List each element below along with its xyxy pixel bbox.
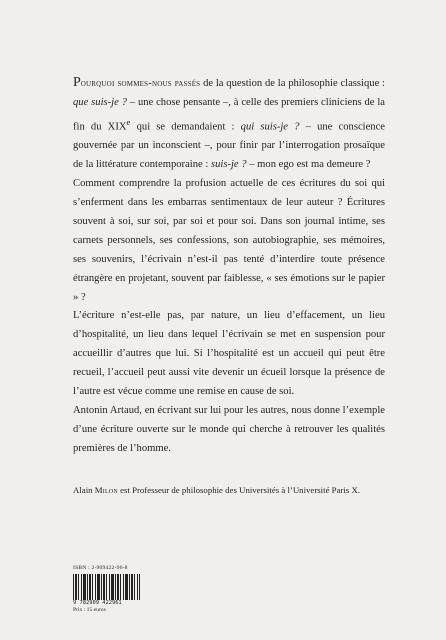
- isbn-label: ISBN : 2-909422-96-8: [73, 565, 128, 571]
- opening-small-caps: ourquoi sommes-nous passés: [80, 78, 201, 89]
- superscript: e: [126, 116, 131, 127]
- text-run: de la question de la philosophie classique :: [200, 78, 386, 89]
- blurb-text: [73, 75, 385, 459]
- price-label: Prix : 15 euros: [73, 607, 106, 613]
- author-bio: [73, 484, 393, 496]
- text-run: – une chose pensante –, à celle des premiers cliniciens de la fin du XIX: [73, 96, 385, 133]
- paragraph-2: Comment comprendre la profusion actuelle de ces écritures du soi qui s’enferment dans les embarras sentimentaux de leur auteur ? Écritures souvent à soi, sur soi, par soi et pour soi. Dans son journal intime, ses carnets personnels, ses confessions, son autobiographie, ses mémoires, ses souvenirs, l’écrivain n’est-il pas tenté d’interdire toute présence étrangère en projetant, souvent par faiblesse, « ses émotions sur le papier » ?: [73, 178, 385, 303]
- author-description: est Professeur de philosophie des Universités à l’Université Paris X.: [117, 485, 361, 495]
- barcode-icon: [73, 574, 140, 600]
- author-first-name: Alain: [73, 485, 95, 495]
- text-run: – mon ego est ma demeure ?: [246, 159, 371, 171]
- author-last-name: Milon: [94, 485, 118, 495]
- italic-phrase: que suis-je ?: [73, 96, 127, 108]
- barcode-number: 9 782909 422961: [73, 600, 122, 606]
- text-run: – une conscience gouvernée par un inconscient –, pour finir par l’interrogation prosaïque de la littérature contemporaine :: [73, 121, 385, 171]
- paragraph-4: Antonin Artaud, en écrivant sur lui pour les autres, nous donne l’exemple d’une écriture ouverte sur le monde qui cherche à retrouver les qualités premières de l’homme.: [73, 404, 385, 454]
- italic-phrase: qui suis-je ?: [240, 121, 300, 133]
- paragraph-3: L’écriture n’est-elle pas, par nature, un lieu d’effacement, un lieu d’hospitalité, un lieu dans lequel l’écrivain se met en suspension pour accueillir d’autres que lui. Si l’hospitalité est un accueil qui peut être recueil, l’accueil peut aussi vite devenir un écueil lorsque la présence de l’autre est vécue comme une remise en cause de soi.: [73, 310, 385, 398]
- isbn-block: [73, 565, 143, 614]
- drop-cap: P: [73, 75, 81, 90]
- italic-phrase: suis-je ?: [210, 159, 247, 171]
- text-run: qui se demandaient :: [130, 121, 241, 133]
- paragraph-1: [73, 75, 385, 175]
